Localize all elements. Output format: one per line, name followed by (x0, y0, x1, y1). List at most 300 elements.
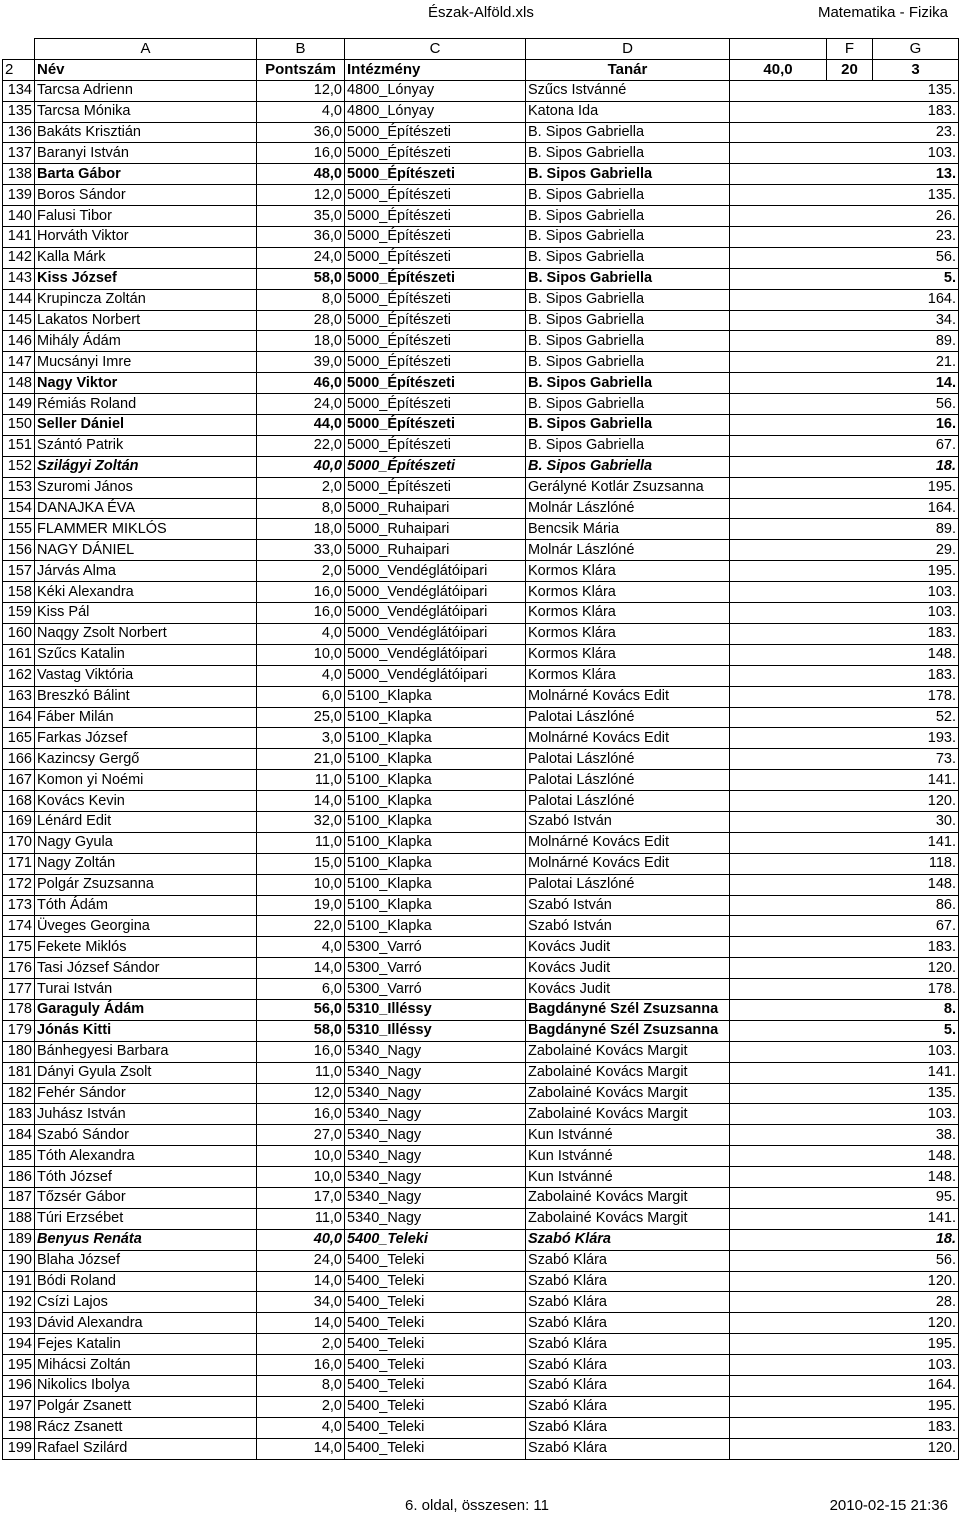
table-row (3, 937, 959, 958)
institution: 5100_Klapka (345, 811, 526, 832)
table-row (3, 1313, 959, 1334)
rank: 178. (730, 979, 959, 1000)
student-name: Üveges Georgina (35, 916, 257, 937)
student-name: Barta Gábor (35, 164, 257, 185)
student-name: Fehér Sándor (35, 1083, 257, 1104)
score: 58,0 (257, 268, 345, 289)
institution: 5000_Építészeti (345, 247, 526, 268)
institution: 5000_Építészeti (345, 289, 526, 310)
score: 24,0 (257, 247, 345, 268)
institution: 5100_Klapka (345, 832, 526, 853)
row-number: 185 (3, 1146, 35, 1167)
score: 12,0 (257, 185, 345, 206)
rank: 183. (730, 101, 959, 122)
institution: 5400_Teleki (345, 1292, 526, 1313)
student-name: Rácz Zsanett (35, 1417, 257, 1438)
score: 10,0 (257, 644, 345, 665)
teacher: Bagdányné Szél Zsuzsanna (526, 999, 730, 1020)
score: 8,0 (257, 498, 345, 519)
student-name: Lakatos Norbert (35, 310, 257, 331)
student-name: Nagy Zoltán (35, 853, 257, 874)
score: 3,0 (257, 728, 345, 749)
header-max-score: 40,0 (730, 59, 827, 80)
table-row (3, 331, 959, 352)
teacher: Szabó Klára (526, 1438, 730, 1459)
rank: 120. (730, 958, 959, 979)
row-number: 141 (3, 227, 35, 248)
student-name: Szántó Patrik (35, 435, 257, 456)
teacher: Zabolainé Kovács Margit (526, 1208, 730, 1229)
institution: 5000_Építészeti (345, 143, 526, 164)
institution: 5100_Klapka (345, 853, 526, 874)
rank: 183. (730, 623, 959, 644)
table-row (3, 895, 959, 916)
row-number: 164 (3, 707, 35, 728)
teacher: Szabó Klára (526, 1396, 730, 1417)
institution: 5000_Építészeti (345, 373, 526, 394)
table-row (3, 791, 959, 812)
row-number: 160 (3, 623, 35, 644)
rank: 183. (730, 1417, 959, 1438)
teacher: Kun Istvánné (526, 1125, 730, 1146)
rank: 21. (730, 352, 959, 373)
header-extra: 3 (873, 59, 959, 80)
student-name: Túri Erzsébet (35, 1208, 257, 1229)
score: 4,0 (257, 1417, 345, 1438)
rank: 103. (730, 582, 959, 603)
institution: 5000_Építészeti (345, 352, 526, 373)
student-name: Lénárd Edit (35, 811, 257, 832)
row-number: 158 (3, 582, 35, 603)
institution: 5100_Klapka (345, 895, 526, 916)
student-name: Seller Dániel (35, 415, 257, 436)
rank: 135. (730, 1083, 959, 1104)
row-number: 191 (3, 1271, 35, 1292)
teacher: B. Sipos Gabriella (526, 289, 730, 310)
student-name: Blaha József (35, 1250, 257, 1271)
teacher: B. Sipos Gabriella (526, 373, 730, 394)
student-name: Rafael Szilárd (35, 1438, 257, 1459)
row-number: 140 (3, 206, 35, 227)
rank: 141. (730, 770, 959, 791)
teacher: Kormos Klára (526, 603, 730, 624)
table-row (3, 1250, 959, 1271)
table-row (3, 289, 959, 310)
rank: 56. (730, 394, 959, 415)
rank: 26. (730, 206, 959, 227)
table-row (3, 1396, 959, 1417)
institution: 5000_Vendéglátóipari (345, 561, 526, 582)
teacher: Szabó Klára (526, 1417, 730, 1438)
table-row (3, 1355, 959, 1376)
teacher: Szabó István (526, 916, 730, 937)
student-name: Tarcsa Adrienn (35, 80, 257, 101)
teacher: Szabó Klára (526, 1376, 730, 1397)
table-row (3, 582, 959, 603)
score: 21,0 (257, 749, 345, 770)
score: 18,0 (257, 519, 345, 540)
teacher: B. Sipos Gabriella (526, 456, 730, 477)
teacher: Molnárné Kovács Edit (526, 728, 730, 749)
score: 8,0 (257, 1376, 345, 1397)
score: 24,0 (257, 1250, 345, 1271)
row-number: 152 (3, 456, 35, 477)
institution: 5000_Építészeti (345, 185, 526, 206)
student-name: Csízi Lajos (35, 1292, 257, 1313)
rank: 103. (730, 1041, 959, 1062)
table-row (3, 853, 959, 874)
rank: 103. (730, 1355, 959, 1376)
student-name: Tóth Alexandra (35, 1146, 257, 1167)
score: 16,0 (257, 1041, 345, 1062)
score: 17,0 (257, 1187, 345, 1208)
rank: 38. (730, 1125, 959, 1146)
institution: 5000_Ruhaipari (345, 498, 526, 519)
row-number: 154 (3, 498, 35, 519)
row-number: 149 (3, 394, 35, 415)
rank: 103. (730, 603, 959, 624)
subject-title: Matematika - Fizika (817, 4, 948, 21)
institution: 5400_Teleki (345, 1271, 526, 1292)
student-name: Mucsányi Imre (35, 352, 257, 373)
teacher: Molnárné Kovács Edit (526, 853, 730, 874)
score: 40,0 (257, 456, 345, 477)
header-institution: Intézmény (345, 59, 526, 80)
institution: 5300_Varró (345, 958, 526, 979)
student-name: Kiss József (35, 268, 257, 289)
student-name: Horváth Viktor (35, 227, 257, 248)
table-row (3, 268, 959, 289)
rank: 30. (730, 811, 959, 832)
institution: 5100_Klapka (345, 770, 526, 791)
rank: 164. (730, 498, 959, 519)
score: 25,0 (257, 707, 345, 728)
score: 33,0 (257, 540, 345, 561)
institution: 5000_Vendéglátóipari (345, 603, 526, 624)
score: 8,0 (257, 289, 345, 310)
teacher: Zabolainé Kovács Margit (526, 1083, 730, 1104)
row-number: 137 (3, 143, 35, 164)
rank: 73. (730, 749, 959, 770)
score: 44,0 (257, 415, 345, 436)
rank: 120. (730, 1271, 959, 1292)
teacher: Bagdányné Szél Zsuzsanna (526, 1020, 730, 1041)
table-row (3, 540, 959, 561)
teacher: Palotai Lászlóné (526, 874, 730, 895)
student-name: Szűcs Katalin (35, 644, 257, 665)
score: 48,0 (257, 164, 345, 185)
institution: 5400_Teleki (345, 1313, 526, 1334)
institution: 5300_Varró (345, 979, 526, 1000)
score: 39,0 (257, 352, 345, 373)
institution: 5340_Nagy (345, 1187, 526, 1208)
teacher: Szabó Klára (526, 1334, 730, 1355)
table-row (3, 477, 959, 498)
institution: 5100_Klapka (345, 916, 526, 937)
row-number: 197 (3, 1396, 35, 1417)
row-number: 139 (3, 185, 35, 206)
teacher: B. Sipos Gabriella (526, 206, 730, 227)
rank: 195. (730, 477, 959, 498)
teacher: B. Sipos Gabriella (526, 352, 730, 373)
score: 14,0 (257, 1438, 345, 1459)
institution: 5000_Ruhaipari (345, 519, 526, 540)
institution: 5310_Illéssy (345, 1020, 526, 1041)
institution: 5000_Építészeti (345, 164, 526, 185)
rank: 18. (730, 1229, 959, 1250)
rank: 34. (730, 310, 959, 331)
row-number: 167 (3, 770, 35, 791)
teacher: Palotai Lászlóné (526, 791, 730, 812)
institution: 5100_Klapka (345, 728, 526, 749)
table-row (3, 1146, 959, 1167)
table-row (3, 728, 959, 749)
student-name: Tóth József (35, 1167, 257, 1188)
teacher: Kun Istvánné (526, 1167, 730, 1188)
teacher: Palotai Lászlóné (526, 707, 730, 728)
table-row (3, 916, 959, 937)
table-row (3, 686, 959, 707)
table-row (3, 561, 959, 582)
institution: 5000_Építészeti (345, 227, 526, 248)
row-number: 166 (3, 749, 35, 770)
score: 16,0 (257, 143, 345, 164)
student-name: FLAMMER MIKLÓS (35, 519, 257, 540)
score: 11,0 (257, 770, 345, 791)
institution: 4800_Lónyay (345, 101, 526, 122)
row-number: 193 (3, 1313, 35, 1334)
score: 10,0 (257, 874, 345, 895)
rank: 5. (730, 268, 959, 289)
student-name: Fáber Milán (35, 707, 257, 728)
student-name: Naqgy Zsolt Norbert (35, 623, 257, 644)
institution: 5000_Építészeti (345, 435, 526, 456)
score: 4,0 (257, 937, 345, 958)
table-row (3, 1438, 959, 1459)
row-number: 165 (3, 728, 35, 749)
row-number: 174 (3, 916, 35, 937)
row-number: 150 (3, 415, 35, 436)
rank: 89. (730, 331, 959, 352)
file-name: Észak-Alföld.xls (428, 4, 534, 21)
score: 6,0 (257, 979, 345, 1000)
student-name: Dávid Alexandra (35, 1313, 257, 1334)
table-row (3, 1062, 959, 1083)
results-table (2, 38, 959, 1460)
row-number: 142 (3, 247, 35, 268)
rank: 56. (730, 1250, 959, 1271)
score: 14,0 (257, 1271, 345, 1292)
score: 14,0 (257, 791, 345, 812)
rank: 120. (730, 791, 959, 812)
student-name: Tasi József Sándor (35, 958, 257, 979)
rank: 120. (730, 1313, 959, 1334)
row-number: 180 (3, 1041, 35, 1062)
institution: 5000_Építészeti (345, 331, 526, 352)
row-number: 195 (3, 1355, 35, 1376)
row-number: 163 (3, 686, 35, 707)
student-name: Jónás Kitti (35, 1020, 257, 1041)
row-number: 135 (3, 101, 35, 122)
score: 36,0 (257, 122, 345, 143)
institution: 5340_Nagy (345, 1167, 526, 1188)
table-row (3, 1041, 959, 1062)
row-number: 146 (3, 331, 35, 352)
score: 2,0 (257, 561, 345, 582)
row-number: 169 (3, 811, 35, 832)
teacher: Zabolainé Kovács Margit (526, 1187, 730, 1208)
institution: 5400_Teleki (345, 1438, 526, 1459)
table-row (3, 1208, 959, 1229)
rank: 141. (730, 1062, 959, 1083)
rank: 56. (730, 247, 959, 268)
table-row (3, 979, 959, 1000)
score: 11,0 (257, 832, 345, 853)
col-letter-blank (730, 39, 827, 60)
institution: 5340_Nagy (345, 1125, 526, 1146)
row-number: 138 (3, 164, 35, 185)
student-name: DANAJKA ÉVA (35, 498, 257, 519)
institution: 5340_Nagy (345, 1208, 526, 1229)
teacher: Kormos Klára (526, 582, 730, 603)
table-row (3, 1334, 959, 1355)
row-number: 173 (3, 895, 35, 916)
teacher: Molnárné Kovács Edit (526, 686, 730, 707)
student-name: Nagy Viktor (35, 373, 257, 394)
teacher: Katona Ida (526, 101, 730, 122)
student-name: Kovács Kevin (35, 791, 257, 812)
table-row (3, 1271, 959, 1292)
table-row (3, 644, 959, 665)
student-name: Rémiás Roland (35, 394, 257, 415)
score: 2,0 (257, 1396, 345, 1417)
score: 2,0 (257, 1334, 345, 1355)
score: 58,0 (257, 1020, 345, 1041)
row-number: 181 (3, 1062, 35, 1083)
score: 18,0 (257, 331, 345, 352)
teacher: Kormos Klára (526, 623, 730, 644)
rank: 148. (730, 1167, 959, 1188)
table-row (3, 247, 959, 268)
teacher: Szűcs Istvánné (526, 80, 730, 101)
rank: 86. (730, 895, 959, 916)
table-row (3, 435, 959, 456)
teacher: B. Sipos Gabriella (526, 394, 730, 415)
row-number: 168 (3, 791, 35, 812)
score: 28,0 (257, 310, 345, 331)
rank: 135. (730, 80, 959, 101)
row-number: 144 (3, 289, 35, 310)
score: 36,0 (257, 227, 345, 248)
col-letter-c: C (345, 39, 526, 60)
student-name: Mihály Ádám (35, 331, 257, 352)
score: 56,0 (257, 999, 345, 1020)
score: 46,0 (257, 373, 345, 394)
score: 16,0 (257, 1104, 345, 1125)
teacher: B. Sipos Gabriella (526, 268, 730, 289)
col-letter-d: D (526, 39, 730, 60)
rank: 29. (730, 540, 959, 561)
row-number: 143 (3, 268, 35, 289)
rank: 67. (730, 435, 959, 456)
institution: 5400_Teleki (345, 1396, 526, 1417)
score: 4,0 (257, 623, 345, 644)
student-name: Tarcsa Mónika (35, 101, 257, 122)
rank: 118. (730, 853, 959, 874)
teacher: B. Sipos Gabriella (526, 122, 730, 143)
institution: 5000_Építészeti (345, 206, 526, 227)
rank: 148. (730, 644, 959, 665)
student-name: Mihácsi Zoltán (35, 1355, 257, 1376)
row-number: 153 (3, 477, 35, 498)
header-teacher: Tanár (526, 59, 730, 80)
score: 12,0 (257, 1083, 345, 1104)
teacher: B. Sipos Gabriella (526, 143, 730, 164)
student-name: Garaguly Ádám (35, 999, 257, 1020)
teacher: Zabolainé Kovács Margit (526, 1104, 730, 1125)
institution: 5000_Ruhaipari (345, 540, 526, 561)
teacher: Kormos Klára (526, 561, 730, 582)
rank: 141. (730, 832, 959, 853)
row-number: 148 (3, 373, 35, 394)
institution: 5400_Teleki (345, 1376, 526, 1397)
student-name: Krupincza Zoltán (35, 289, 257, 310)
institution: 5000_Építészeti (345, 477, 526, 498)
score: 4,0 (257, 101, 345, 122)
row-number: 177 (3, 979, 35, 1000)
header-row-number: 2 (3, 59, 35, 80)
rank: 103. (730, 143, 959, 164)
institution: 5400_Teleki (345, 1250, 526, 1271)
table-row (3, 206, 959, 227)
student-name: Szuromi János (35, 477, 257, 498)
row-number: 170 (3, 832, 35, 853)
row-number: 178 (3, 999, 35, 1020)
row-number: 134 (3, 80, 35, 101)
column-letters-row (3, 39, 959, 60)
teacher: Kovács Judit (526, 958, 730, 979)
table-row (3, 623, 959, 644)
teacher: Bencsik Mária (526, 519, 730, 540)
teacher: Zabolainé Kovács Margit (526, 1062, 730, 1083)
table-row (3, 603, 959, 624)
table-row (3, 122, 959, 143)
institution: 5400_Teleki (345, 1334, 526, 1355)
rank: 16. (730, 415, 959, 436)
row-number: 159 (3, 603, 35, 624)
institution: 5000_Építészeti (345, 394, 526, 415)
teacher: Molnár Lászlóné (526, 498, 730, 519)
student-name: Szabó Sándor (35, 1125, 257, 1146)
score: 22,0 (257, 916, 345, 937)
rank: 18. (730, 456, 959, 477)
score: 2,0 (257, 477, 345, 498)
table-row (3, 143, 959, 164)
teacher: Szabó Klára (526, 1313, 730, 1334)
table-row (3, 749, 959, 770)
table-row (3, 1229, 959, 1250)
corner-cell (3, 39, 35, 60)
rank: 193. (730, 728, 959, 749)
row-number: 187 (3, 1187, 35, 1208)
rank: 5. (730, 1020, 959, 1041)
institution: 5400_Teleki (345, 1355, 526, 1376)
table-row (3, 519, 959, 540)
teacher: Molnár Lászlóné (526, 540, 730, 561)
rank: 195. (730, 1334, 959, 1355)
institution: 5000_Építészeti (345, 456, 526, 477)
rank: 52. (730, 707, 959, 728)
